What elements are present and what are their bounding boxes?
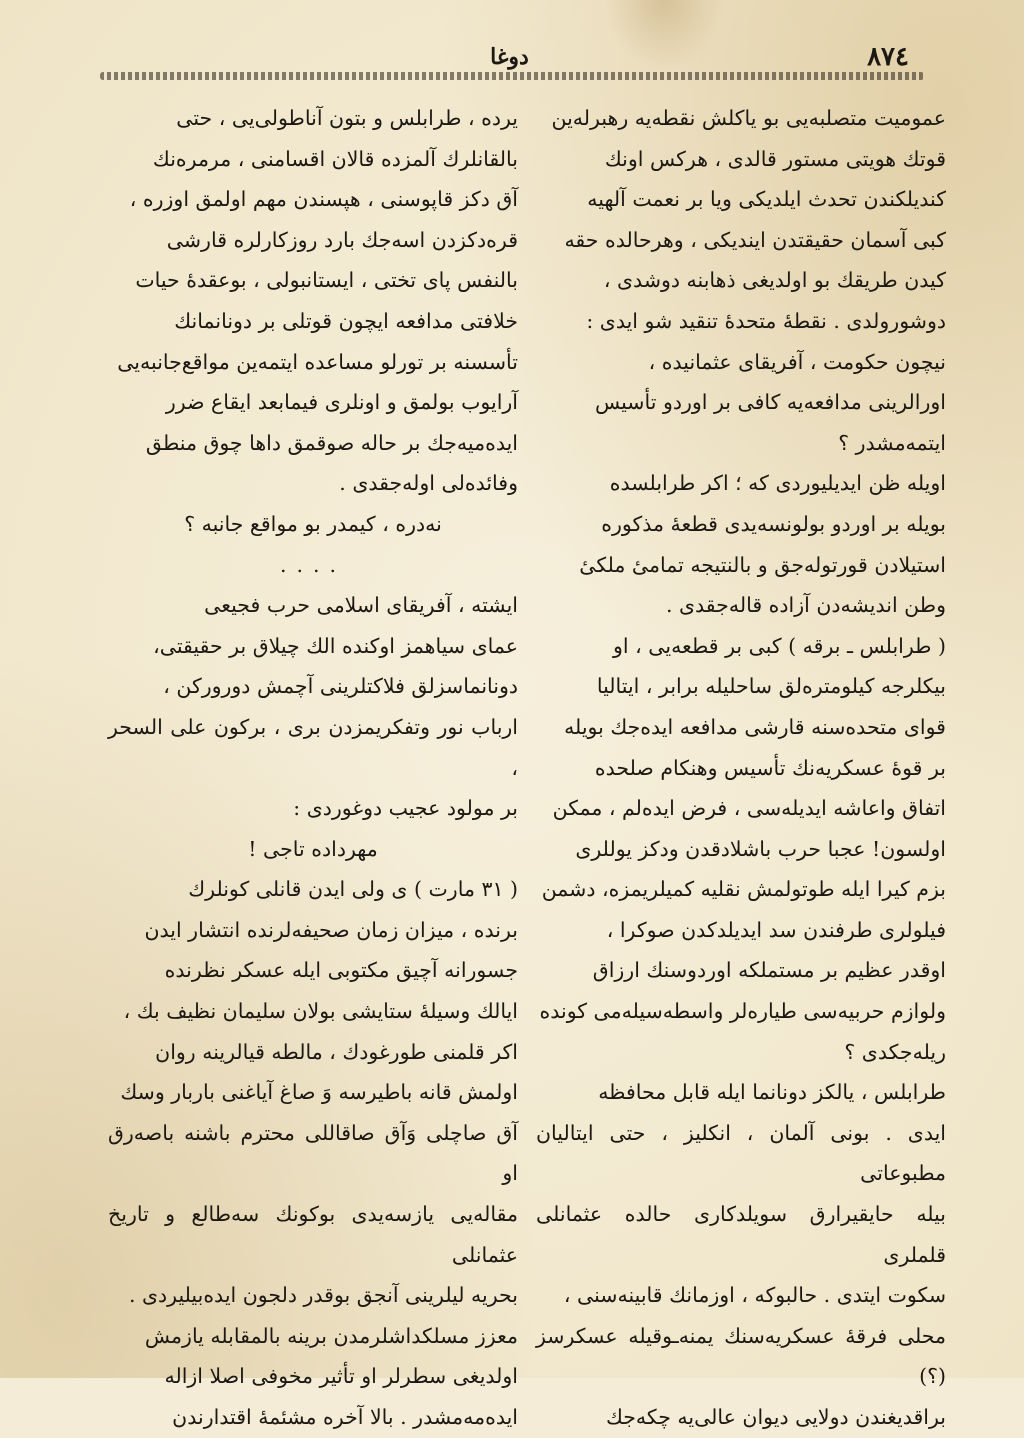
text-line: اولسون! عجبا حرب باشلادقدن ودکز یوللری: [575, 836, 946, 861]
text-line: ایتمه‌مشدر ؟: [838, 430, 946, 455]
text-line: اویله ظن ایدیلیوردی که ؛ اکر طرابلسده: [609, 471, 946, 496]
text-line: قوای متحده‌سنه قارشی مدافعه ایده‌جك بویله: [564, 714, 946, 739]
text-line: خلافتی مدافعه ایچون قوتلی بر دونانمانك: [174, 308, 518, 333]
text-line: ایده‌میه‌جك بر حاله صوقمق داها چوق منطق: [145, 430, 518, 455]
text-line: بیکلرجه کیلومتره‌لق ساحلیله برابر ، ایتالیا: [596, 674, 946, 699]
text-line: ( ۳۱ مارت ) ی ولی ایدن قانلی کونلرك: [188, 877, 518, 902]
text-line: بر مولود عجیب دوغوردی :: [293, 796, 518, 821]
text-line: اولمش قانه باطیرسه وَ صاغ آیاغنی باربار وسك: [120, 1080, 518, 1105]
text-line: بالنفس پای تختی ، ایستانبولی ، بوعقدهٔ حیات: [135, 268, 518, 293]
text-line: مهرداده تاجی !: [248, 836, 378, 861]
text-line: معزز مسلکداشلرمدن برینه بالمقابله یازمش: [144, 1323, 518, 1348]
text-line: وفائده‌لی اوله‌جقدی .: [339, 471, 518, 496]
text-line: تأسسنه بر تورلو مساعده ایتمه‌ین مواقع‌جانبه‌یی: [117, 349, 518, 374]
text-line: بالقانلرك آلمزده قالان اقسامنی ، مرمره‌نك: [152, 146, 518, 171]
text-line: قوتك هویتی مستور قالدی ، هرکس اونك: [604, 146, 946, 171]
left-column: [108, 98, 518, 1429]
text-line: دوشورولدی . نقطهٔ متحدهٔ تنقید شو ایدی :: [586, 308, 946, 333]
text-line: بیله حایقیرارق سویلدکاری حالده عثمانلی قلملری: [536, 1202, 946, 1267]
text-line: آق صاچلی وَآق صاقاللی محترم باشنه باصه‌رق او: [108, 1120, 518, 1186]
header-rule: [100, 72, 924, 80]
text-line: بر قوهٔ عسکریه‌نك تأسیس وهنکام صلحده: [594, 755, 946, 780]
text-line: ایالك وسیلهٔ ستایشی بولان سلیمان نظیف بك ،: [123, 999, 518, 1024]
text-line: بویله بر اوردو بولونسه‌یدی قطعهٔ مذکوره: [601, 511, 946, 536]
text-line: ایدی . بونی آلمان ، انکلیز ، حتی ایتالیان مطبوعاتی: [536, 1120, 946, 1186]
text-line: ایشته ، آفریقای اسلامی حرب فجیعی: [204, 593, 518, 618]
text-line: ریله‌جکدی ؟: [844, 1039, 946, 1064]
page-number: ٨٧٤: [867, 42, 909, 72]
text-line: اکر قلمنی طورغودك ، مالطه قیالرینه روان: [155, 1039, 518, 1064]
right-column: [536, 98, 946, 1429]
text-line: کبی آسمان حقیقتدن ایندیکی ، وهرحالده حقه: [564, 227, 946, 252]
text-line: اورالرینی مدافعه‌یه کافی بر اوردو تأسیس: [594, 390, 946, 415]
text-line: ....: [279, 552, 347, 577]
text-line: بحریه لیلرینی آنجق بوقدر دلجون ایده‌بیلیردی .: [128, 1283, 518, 1308]
text-line: وطن اندیشه‌دن آزاده قاله‌جقدی .: [665, 593, 946, 618]
text-line: جسورانه آچیق مکتوبی ایله عسکر نظرنده: [164, 958, 518, 983]
text-line: نیچون حکومت ، آفریقای عثمانیده ،: [648, 349, 946, 374]
running-title: دوغا: [490, 44, 529, 70]
text-line: ( طرابلس ـ برقه ) کبی بر قطعه‌یی ، او: [613, 633, 946, 658]
text-line: کندیلکندن تحدث ایلدیکی ویا بر نعمت آلهیه: [587, 187, 946, 212]
text-line: اتفاق واعاشه ایدیله‌سی ، فرض ایده‌لم ، ممکن: [552, 796, 946, 821]
text-line: ارباب نور وتفکریمزدن بری ، برکون علی السحر ،: [108, 714, 518, 780]
text-line: آق دکز قاپوسنی ، هپسندن مهم اولمق اوزره ،: [129, 187, 518, 212]
text-line: دونانماسزلق فلاکتلرینی آچمش دوروركن ،: [163, 674, 518, 699]
text-line: کیدن طریقك بو اولدیغی ذهابنه دوشدی ،: [603, 268, 946, 293]
text-line: طرابلس ، یالکز دونانما ایله قابل محافظه: [598, 1080, 946, 1105]
text-line: ولوازم حربیه‌سی طیاره‌لر واسطه‌سیله‌می کونده‌: [539, 999, 946, 1024]
text-line: سکوت ایتدی . حالبوکه ، اوزمانك قابینه‌سنی ،: [563, 1283, 946, 1308]
text-line: عمومیت متصلبه‌یی بو یاکلش نقطه‌یه رهبرله‌ین: [551, 106, 946, 130]
text-line: ایده‌مه‌مشدر . بالا آخره مشئمهٔ اقتدارندن: [172, 1405, 518, 1429]
text-line: مقاله‌یی یازسه‌یدی بوکونك سه‌طالع و تاریخ عثمانلی: [108, 1202, 518, 1267]
text-line: نه‌دره ، کیمدر بو مواقع جانبه ؟: [184, 511, 442, 536]
text-line: براقدیغندن دولایی دیوان عالی‌یه چکه‌جك: [605, 1405, 946, 1429]
text-line: فیلولری طرفندن سد ایدیلدکدن صوکرا ،: [606, 917, 946, 942]
text-line: یرده ، طرابلس و بتون آناطولی‌یی ، حتی: [176, 106, 518, 130]
text-line: برنده ، میزان زمان صحیفه‌لرنده انتشار ایدن: [144, 917, 518, 942]
text-line: استیلادن قورتوله‌جق و بالنتیجه تمامیٔ ملکیٔ: [579, 552, 946, 577]
text-line: اولدیغی سطرلر او تأثیر مخوفی اصلا ازاله: [164, 1364, 518, 1389]
text-line: قره‌دکزدن اسه‌جك بارد روزکارلره قارشی: [166, 227, 518, 252]
text-line: محلی فرقهٔ عسکریه‌سنك یمنه‌ـوقیله عسکرسز (؟): [536, 1323, 946, 1389]
text-line: بزم کیرا ایله طوتولمش نقلیه کمیلریمزه، دشمن: [541, 877, 946, 902]
text-line: اوقدر عظیم بر مستملکه اوردوسنك ارزاق: [592, 958, 946, 983]
text-line: آرایوب بولمق و اونلری فیمابعد ایقاع ضرر: [165, 390, 518, 415]
text-line: عمای سیاهمز اوکنده الك چیلاق بر حقیقتی،: [153, 633, 518, 658]
